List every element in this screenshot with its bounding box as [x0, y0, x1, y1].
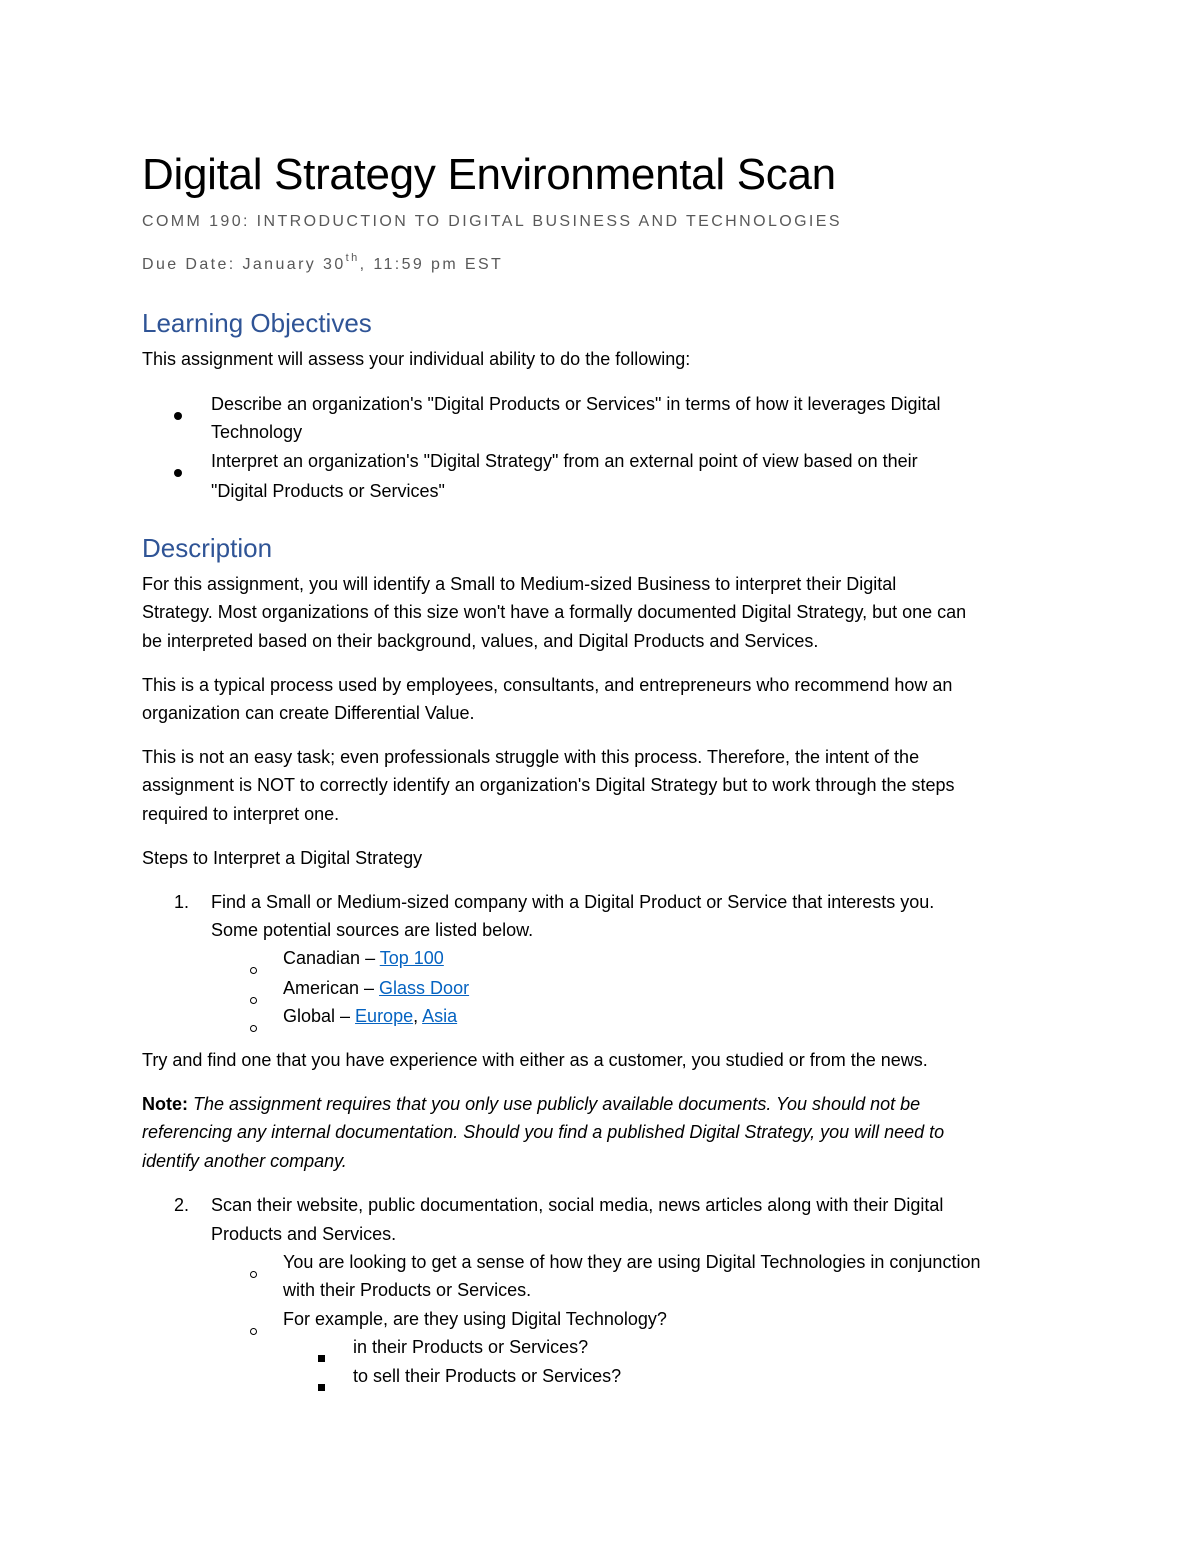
step2-sub1-line2: with their Products or Services.: [283, 1280, 532, 1300]
circle-bullet-icon: [250, 954, 257, 982]
learning-objectives-intro: This assignment will assess your individual ability to do the following:: [142, 349, 691, 369]
step2-sub2: For example, are they using Digital Technology?: [283, 1309, 667, 1329]
step1-line2: Some potential sources are listed below.: [211, 920, 534, 940]
step2-number: 2.: [174, 1195, 190, 1215]
top-100-link[interactable]: Top 100: [379, 948, 444, 968]
document-subtitle: COMM 190: INTRODUCTION TO DIGITAL BUSINESS AND TECHNOLOGIES: [142, 213, 842, 230]
objective-item-1-line1: Describe an organization's "Digital Products or Services" in terms of how it leverages Digital: [211, 394, 941, 414]
asia-link[interactable]: Asia: [422, 1006, 458, 1026]
note-line2: [142, 1118, 944, 1146]
description-para3-line1: This is not an easy task; even professionals struggle with this process. Therefore, the intent of the: [142, 747, 920, 767]
objective-item-2-line2: "Digital Products or Services": [211, 481, 445, 501]
bullet-dot-icon: [174, 400, 182, 428]
learning-objectives-heading: Learning Objectives: [142, 308, 372, 338]
step2-sub1-line1: You are looking to get a sense of how they are using Digital Technologies in conjunction: [283, 1252, 981, 1272]
note-text-line2: referencing any internal documentation. Should you find a published Digital Strategy, you will need to: [142, 1122, 945, 1142]
note-text-line3: identify another company.: [142, 1151, 347, 1171]
try-text: Try and find one that you have experience with either as a customer, you studied or from the news.: [142, 1050, 928, 1070]
due-date-sup: th: [345, 251, 360, 264]
note-text-line1: The assignment requires that you only use publicly available documents. You should not be: [193, 1094, 921, 1114]
note-label: Note:: [142, 1094, 188, 1114]
description-para2-line1: This is a typical process used by employees, consultants, and entrepreneurs who recommend how an: [142, 675, 953, 695]
step2-subsub2: to sell their Products or Services?: [353, 1366, 622, 1386]
step1-number: 1.: [174, 892, 190, 912]
source-global: [283, 1002, 457, 1030]
description-para2-line2: organization can create Differential Value.: [142, 703, 475, 723]
note-line1: [142, 1090, 920, 1118]
circle-bullet-icon: [250, 1012, 257, 1040]
square-bullet-icon: [318, 1371, 325, 1399]
document-title: Digital Strategy Environmental Scan: [142, 150, 836, 199]
circle-bullet-icon: [250, 1258, 257, 1286]
due-date: [142, 251, 504, 274]
steps-intro: Steps to Interpret a Digital Strategy: [142, 848, 423, 868]
europe-link[interactable]: Europe: [355, 1006, 414, 1026]
circle-bullet-icon: [250, 984, 257, 1012]
step2-line2: Products and Services.: [211, 1224, 397, 1244]
source-canadian-label: Canadian –: [283, 948, 380, 968]
step2-subsub1: in their Products or Services?: [353, 1337, 589, 1357]
objective-item-1-line2: Technology: [211, 422, 303, 442]
due-date-prefix: Due Date: January 30: [142, 256, 346, 273]
source-global-label: Global –: [283, 1006, 356, 1026]
source-american-label: American –: [283, 978, 380, 998]
source-canadian: [283, 944, 444, 972]
objective-item-2-line1: Interpret an organization's "Digital Strategy" from an external point of view based on their: [211, 451, 918, 471]
description-para1-line2: Strategy. Most organizations of this size won't have a formally documented Digital Strategy, but one can: [142, 602, 967, 622]
circle-bullet-icon: [250, 1315, 257, 1343]
due-date-suffix: , 11:59 pm EST: [359, 256, 504, 273]
step2-line1: Scan their website, public documentation, social media, news articles along with their Digital: [211, 1195, 944, 1215]
step1-line1: Find a Small or Medium-sized company with a Digital Product or Service that interests you.: [211, 892, 935, 912]
description-para1-line3: be interpreted based on their background, values, and Digital Products and Services.: [142, 631, 819, 651]
square-bullet-icon: [318, 1342, 325, 1370]
description-para1-line1: For this assignment, you will identify a Small to Medium-sized Business to interpret their Digital: [142, 574, 897, 594]
description-para3-line3: required to interpret one.: [142, 804, 340, 824]
bullet-dot-icon: [174, 457, 182, 485]
source-global-separator: ,: [413, 1006, 423, 1026]
source-american: [283, 974, 469, 1002]
glass-door-link[interactable]: Glass Door: [379, 978, 470, 998]
description-para3-line2: assignment is NOT to correctly identify an organization's Digital Strategy but to work through the steps: [142, 775, 955, 795]
note-line3: [142, 1147, 347, 1175]
description-heading: Description: [142, 533, 273, 563]
